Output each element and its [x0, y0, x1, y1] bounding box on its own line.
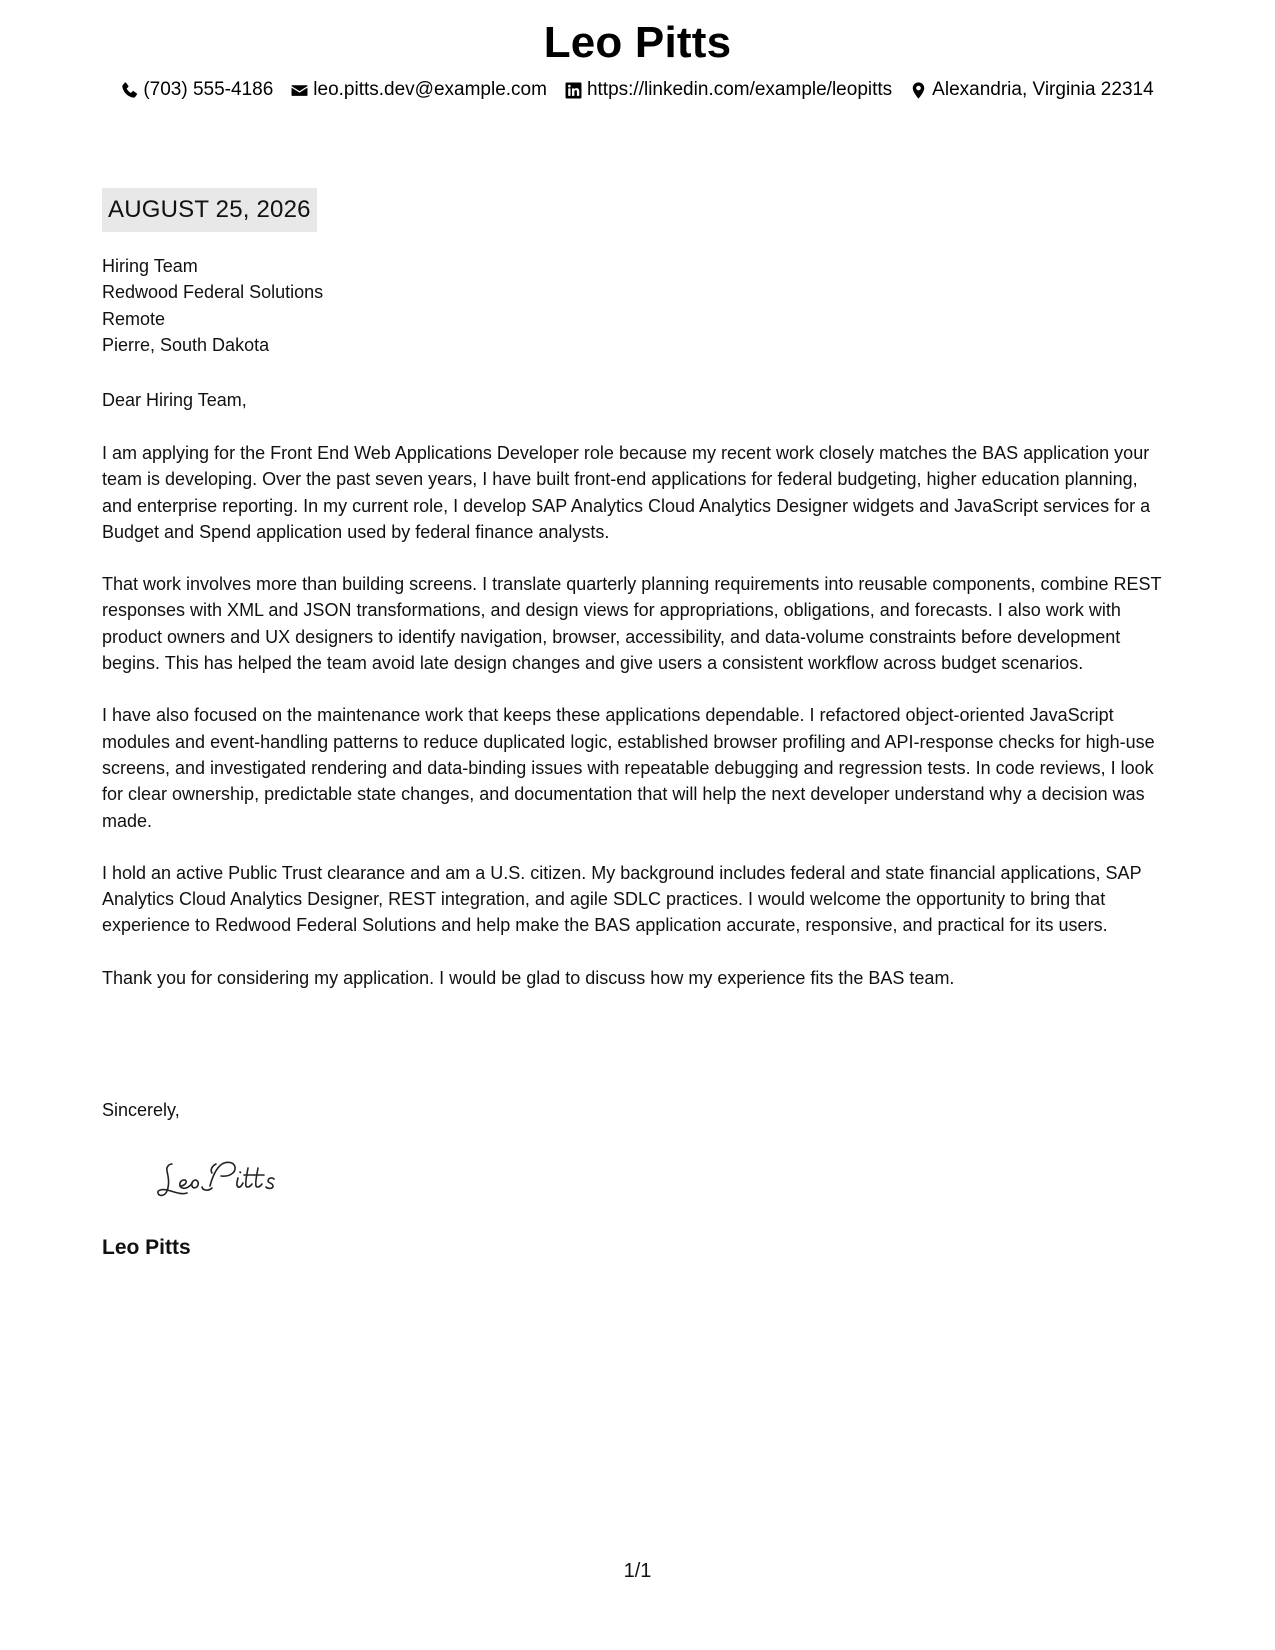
- recipient-line: Redwood Federal Solutions: [102, 282, 324, 303]
- contact-email-text[interactable]: leo.pitts.dev@example.com: [313, 79, 547, 100]
- recipient-line: Hiring Team: [102, 256, 198, 276]
- contact-linkedin[interactable]: [565, 79, 892, 101]
- contact-email[interactable]: [291, 79, 547, 101]
- header-name: Leo Pitts: [543, 18, 732, 67]
- linkedin-icon: [565, 82, 582, 99]
- closing: Sincerely,: [102, 1100, 180, 1120]
- recipient-block: [102, 253, 1170, 358]
- recipient-line: Remote: [102, 308, 166, 329]
- location-pin-icon: [910, 82, 927, 99]
- contact-row: [0, 79, 1275, 101]
- handwritten-signature: [150, 1150, 320, 1210]
- body-paragraph: That work involves more than building screens. I translate quarterly planning requirements into reusable components, combine REST responses with XML and JSON transformations, and design views for appropriations, obligations, and forecasts. I also work with product owners and UX designers to identify navigation, browser, accessibility, and data-volume constraints before development begins. This has helped the team avoid late design changes and give users a consistent workflow across budget scenarios.: [102, 574, 1162, 674]
- letter-body: [102, 440, 1170, 1017]
- page-number: 1/1: [623, 1560, 652, 1582]
- body-paragraph: I am applying for the Front End Web Applications Developer role because my recent work closely matches the BAS application your team is developing. Over the past seven years, I have built front-end applications for federal budgeting, higher education planning, and enterprise reporting. In my current role, I develop SAP Analytics Cloud Analytics Designer widgets and JavaScript services for a Budget and Spend application used by federal finance analysts.: [102, 443, 1151, 542]
- body-paragraph: I have also focused on the maintenance work that keeps these applications dependable. I refactored object-oriented JavaScript modules and event-handling patterns to reduce duplicated logic, established browser profiling and API-response checks for high-use screens, and investigated rendering and data-binding issues with repeatable debugging and regression tests. In code reviews, I look for clear ownership, predictable state changes, and documentation that will help the next developer understand why a decision was made.: [102, 705, 1155, 831]
- contact-phone-text: (703) 555-4186: [143, 79, 274, 100]
- contact-location-text: Alexandria, Virginia 22314: [932, 79, 1154, 100]
- letter-date: AUGUST 25, 2026: [102, 188, 317, 232]
- body-paragraph: Thank you for considering my application. I would be glad to discuss how my experience fits the BAS team.: [102, 967, 955, 988]
- body-paragraph: I hold an active Public Trust clearance and am a U.S. citizen. My background includes federal and state financial applications, SAP Analytics Cloud Analytics Designer, REST integration, and agile SDLC practices. I would welcome the opportunity to bring that experience to Redwood Federal Solutions and help make the BAS application accurate, responsive, and practical for its users.: [102, 862, 1142, 936]
- contact-phone: [121, 79, 273, 101]
- contact-linkedin-text[interactable]: https://linkedin.com/example/leopitts: [586, 79, 893, 100]
- recipient-line: Pierre, South Dakota: [102, 334, 270, 355]
- signer-name: Leo Pitts: [102, 1236, 191, 1259]
- phone-icon: [121, 82, 138, 99]
- salutation: Dear Hiring Team,: [102, 390, 247, 410]
- envelope-icon: [291, 82, 308, 99]
- contact-location: [910, 79, 1153, 101]
